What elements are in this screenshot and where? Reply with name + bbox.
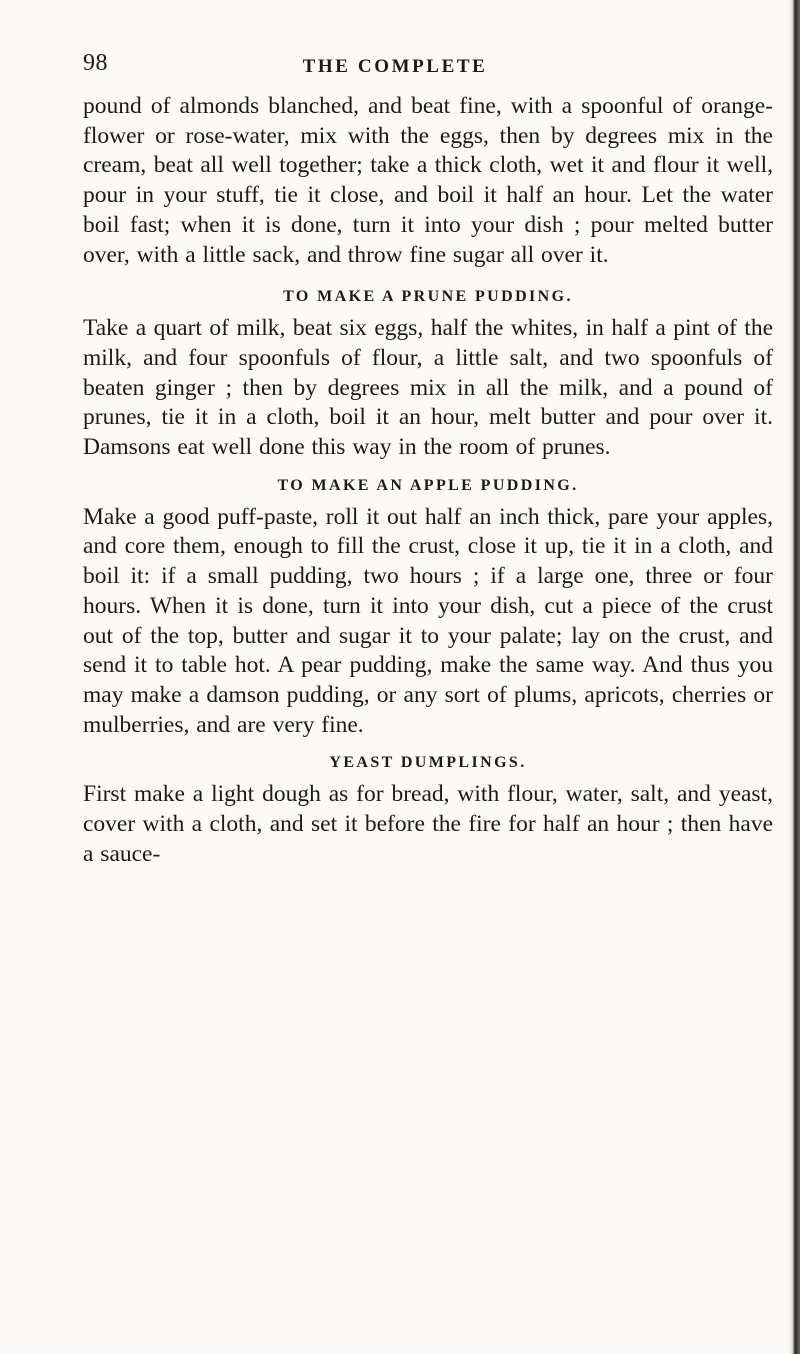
page-edge (788, 0, 800, 1354)
apple-pudding-heading: TO MAKE AN APPLE PUDDING. (277, 476, 579, 494)
page-number: 98 (83, 50, 108, 76)
prune-pudding-paragraph: Take a quart of milk, beat six eggs, half the whites, in half a pint of the milk, and four spoonfuls of flour, a little salt, and two spoonfuls of beaten ginger ; then by degrees mix in all the milk, and a pound of prunes, tie it in a cloth, boil it an hour, melt butter and pour over it. Damsons eat well done this way in the room of prunes. (83, 315, 773, 461)
yeast-dumplings-heading: YEAST DUMPLINGS. (329, 754, 527, 772)
apple-pudding-paragraph: Make a good puff-paste, roll it out half an inch thick, pare your apples, and core them, enough to fill the crust, close it up, tie it in a cloth, and boil it: if a small pudding, two hours ; if a large one, three or four hours. When it is done, turn it into your dish, cut a piece of the crust out of the top, butter and sugar it to your palate; lay on the crust, and send it to table hot. A pear pudding, make the same way. And thus you may make a damson pudding, or any sort of plums, apricots, cherries or mulberries, and are very fine. (83, 503, 773, 738)
yeast-dumplings-paragraph: First make a light dough as for bread, with flour, water, salt, and yeast, cover with a cloth, and set it before the fire for half an hour ; then have a sauce- (83, 781, 773, 867)
running-head: THE COMPLETE (302, 56, 488, 77)
intro-paragraph: pound of almonds blanched, and beat fine, with a spoonful of orange-flower or rose-water, mix with the eggs, then by degrees mix in the cream, beat all well together; take a thick cloth, wet it and flour it well, pour in your stuff, tie it close, and boil it half an hour. Let the water boil fast; when it is done, turn it into your dish ; pour melted butter over, with a little sack, and throw fine sugar all over it. (83, 93, 773, 268)
prune-pudding-heading: TO MAKE A PRUNE PUDDING. (283, 288, 573, 306)
page-body (83, 92, 773, 869)
page-header (0, 48, 800, 88)
